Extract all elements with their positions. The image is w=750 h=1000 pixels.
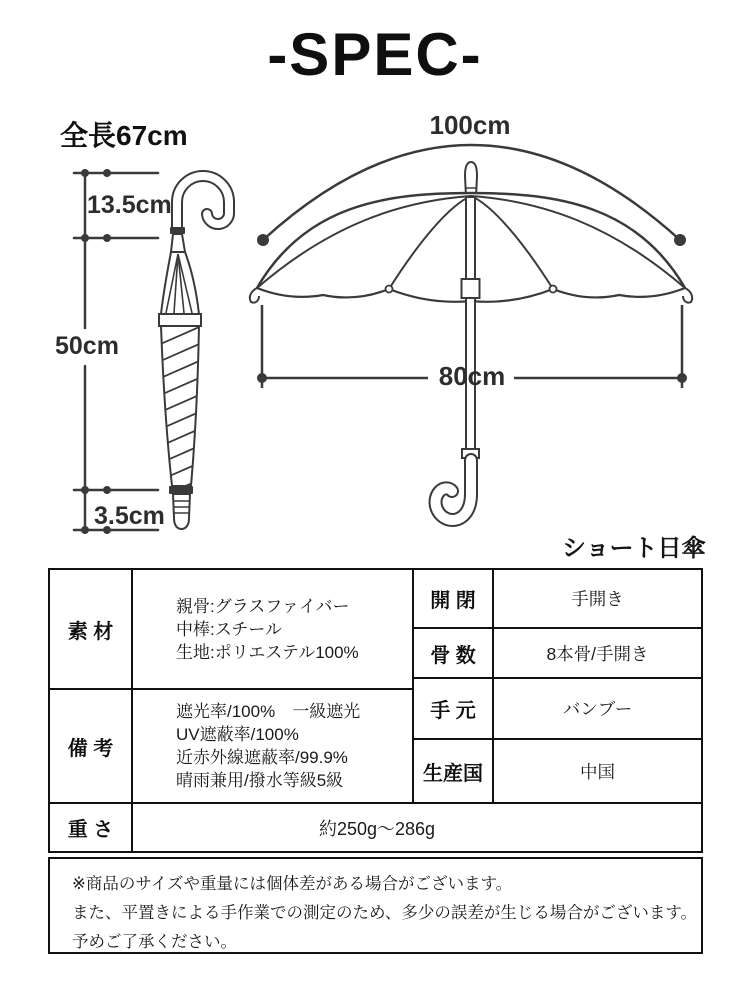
spec-value-material: 親骨:グラスファイバー 中棒:スチール 生地:ポリエステル100%	[133, 570, 414, 690]
pole-runner	[462, 279, 480, 298]
spec-value-notes: 遮光率/100% 一級遮光 UV遮蔽率/100% 近赤外線遮蔽率/99.9% 晴雨兼用/撥水等級5級	[133, 690, 414, 804]
handle-length-label: 13.5cm	[87, 191, 172, 219]
product-type-label: ショート日傘	[562, 535, 706, 562]
spec-label-country: 生産国	[414, 740, 494, 804]
closed-umbrella-hook-handle	[177, 176, 229, 230]
spec-table	[48, 568, 703, 853]
spec-value-open-close: 手開き	[494, 570, 701, 629]
spec-value-handle: バンブー	[494, 679, 701, 740]
spec-label-weight: 重 さ	[50, 804, 133, 851]
open-width-label: 80cm	[438, 361, 506, 391]
handle-band	[170, 227, 185, 234]
tip-collar	[169, 486, 193, 494]
closed-canopy-pleats	[161, 252, 199, 314]
spec-label-open-close: 開 閉	[414, 570, 494, 629]
canopy-top-band	[159, 314, 201, 326]
rib-tip-cap	[550, 286, 557, 293]
disclaimer-note-box	[48, 857, 703, 954]
spec-value-country: 中国	[494, 740, 701, 804]
spec-value-weight: 約250g～286g	[318, 818, 436, 839]
open-umbrella-hook-handle	[436, 449, 479, 520]
tip-length-label: 3.5cm	[94, 502, 165, 530]
spec-label-rib-count: 骨 数	[414, 629, 494, 679]
page-title: -SPEC-	[267, 21, 483, 88]
center-pole	[466, 197, 475, 450]
note-line: ※商品のサイズや重量には個体差がある場合がございます。	[72, 875, 513, 893]
total-length-label: 全長67cm	[60, 120, 188, 151]
body-length-label: 50cm	[55, 332, 119, 360]
open-umbrella-diagram	[240, 105, 710, 565]
spec-label-notes: 備 考	[50, 690, 133, 804]
spec-value-rib-count: 8本骨/手開き	[494, 629, 701, 679]
closed-canopy-body	[156, 324, 206, 499]
arc-width-label: 100cm	[429, 110, 511, 140]
spec-label-handle: 手 元	[414, 679, 494, 740]
umbrella-tip	[173, 494, 190, 529]
note-line: 予めご了承ください。	[72, 933, 237, 951]
rib-tip-cap	[386, 286, 393, 293]
spec-label-material: 素 材	[50, 570, 133, 690]
note-line: また、平置きによる手作業での測定のため、多少の誤差が生じる場合がございます。	[72, 904, 698, 922]
